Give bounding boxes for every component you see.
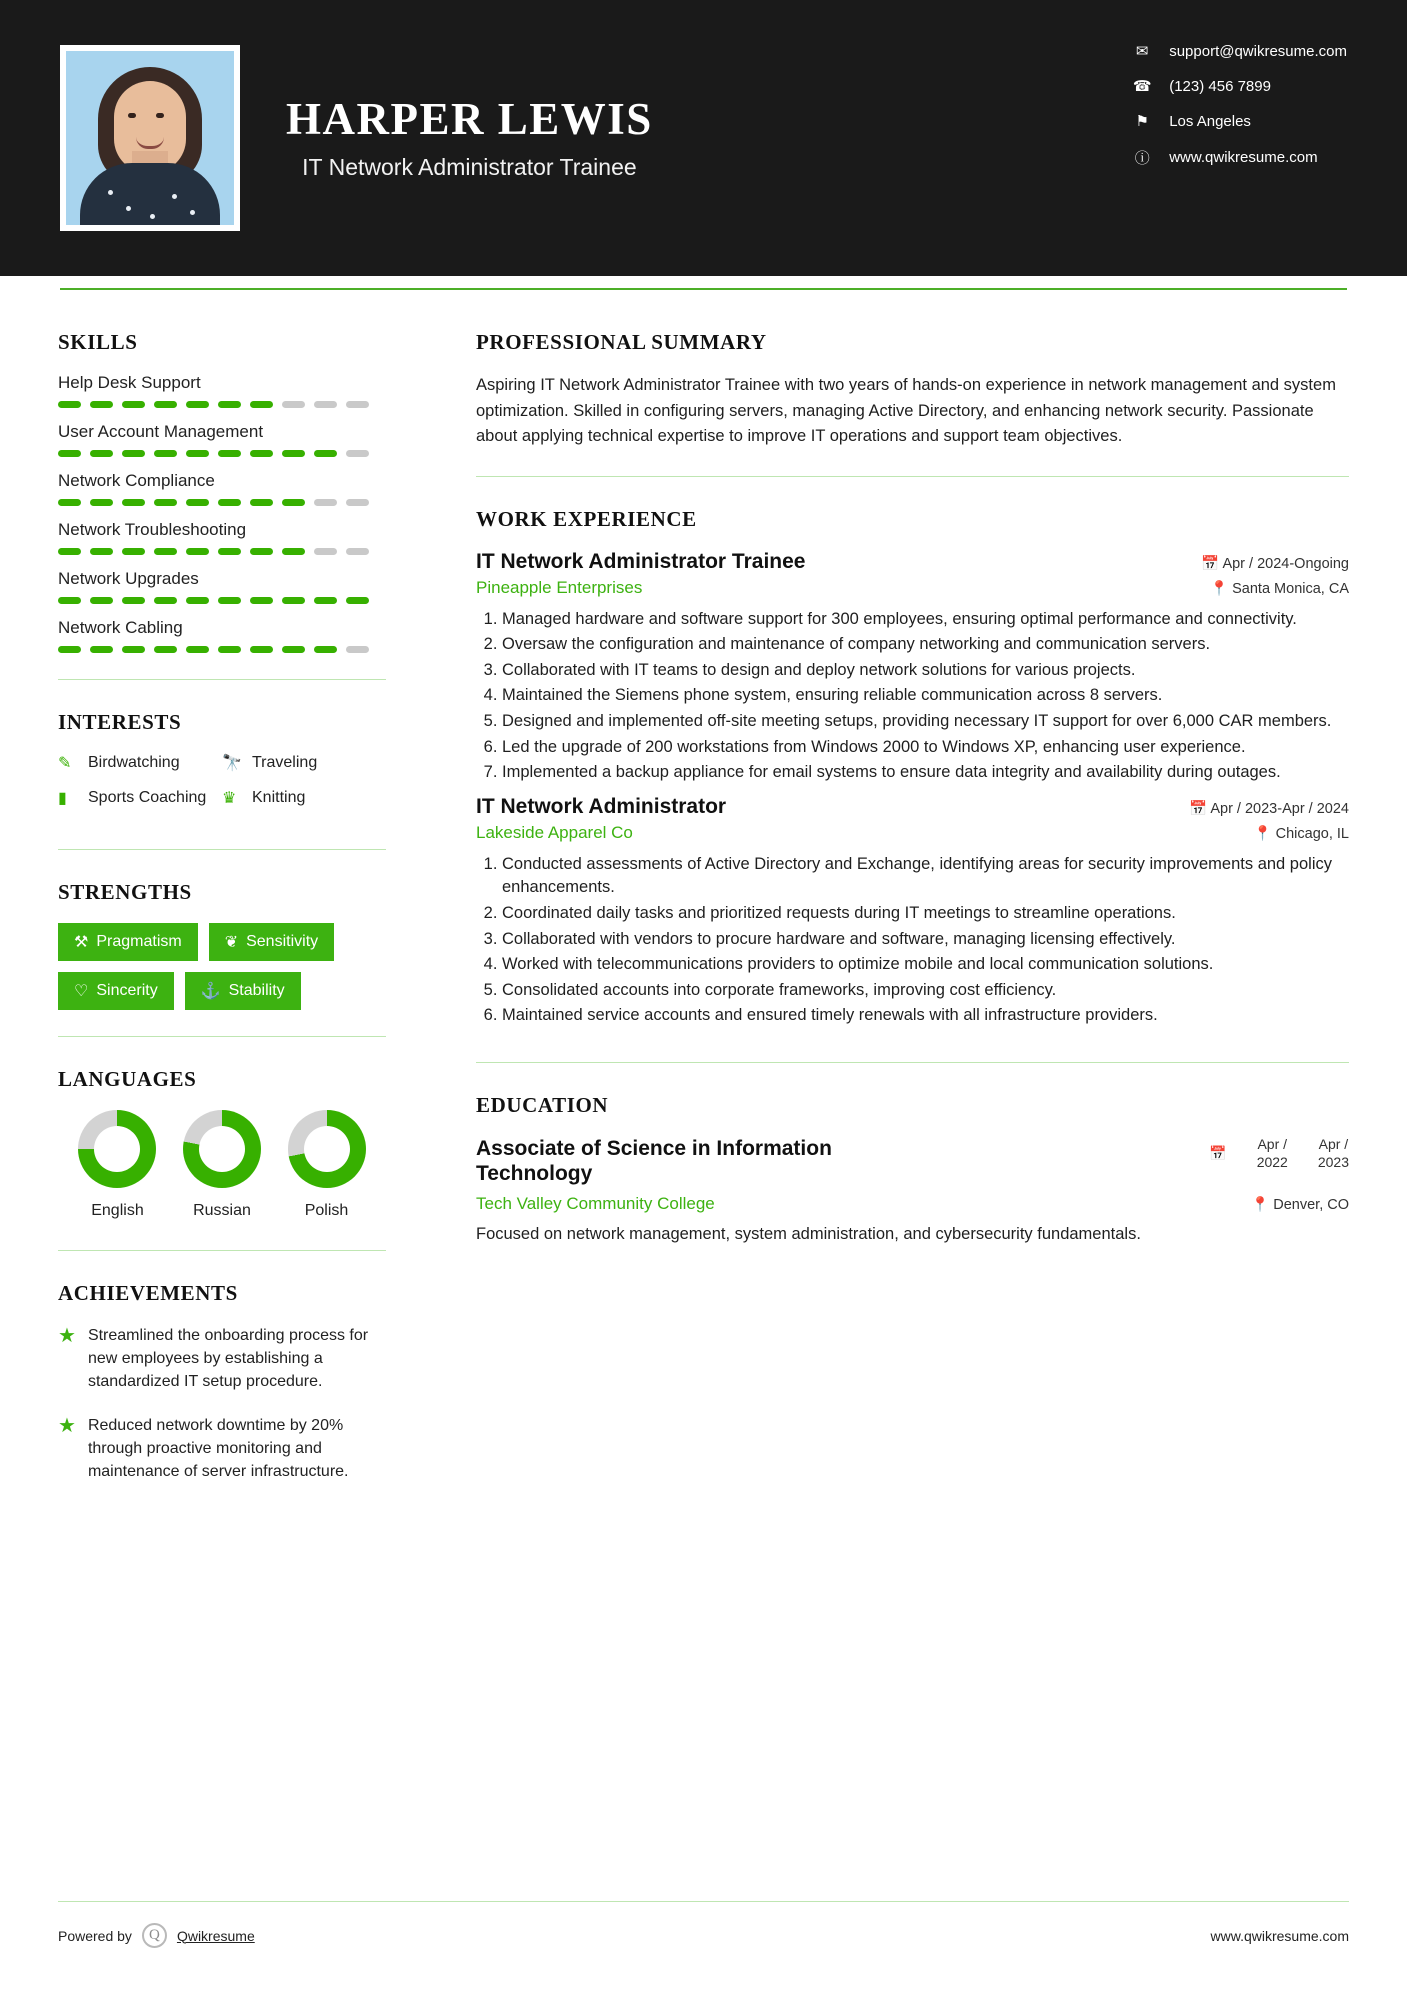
- hammer-icon: ⚒: [74, 934, 89, 951]
- job-location: [1210, 580, 1349, 597]
- job-bullet: 7. Implemented a backup appliance for email systems to ensure data integrity and availability during outages.: [502, 761, 1349, 785]
- skill-segment: [282, 597, 305, 604]
- interests-list: [58, 753, 386, 823]
- skill-segment: [346, 499, 369, 506]
- language-label: Russian: [193, 1202, 251, 1219]
- whistle-icon: ▮: [58, 790, 67, 807]
- name-block: [286, 95, 653, 182]
- contact-email[interactable]: [1131, 42, 1347, 60]
- skill-rating-bar: [58, 401, 386, 408]
- achievements-list: [58, 1324, 386, 1483]
- heart-icon: ♡: [74, 983, 89, 1000]
- job-entry: [476, 795, 1349, 1028]
- skill-segment: [314, 401, 337, 408]
- strengths-list: [58, 923, 386, 1010]
- job-location: [1254, 825, 1349, 842]
- job-bullet: 4. Worked with telecommunications providers to optimize mobile and local communication solutions.: [502, 953, 1349, 977]
- location-pin-icon: ⚑: [1135, 113, 1149, 130]
- languages-heading: LANGUAGES: [58, 1067, 197, 1091]
- education-description: Focused on network management, system administration, and cybersecurity fundamentals.: [476, 1225, 1141, 1244]
- skill-item: [58, 471, 386, 506]
- skill-segment: [90, 499, 113, 506]
- skill-segment: [58, 401, 81, 408]
- skill-segment: [58, 646, 81, 653]
- skill-segment: [58, 450, 81, 457]
- divider: [58, 849, 386, 850]
- skill-segment: [90, 401, 113, 408]
- skill-segment: [90, 646, 113, 653]
- skill-segment: [122, 499, 145, 506]
- language-label: Polish: [304, 1202, 349, 1219]
- skill-item: [58, 520, 386, 555]
- skill-segment: [314, 548, 337, 555]
- phone-icon: ☎: [1132, 78, 1152, 95]
- contact-list: [1131, 42, 1347, 185]
- skill-segment: [90, 450, 113, 457]
- achievement-text: Streamlined the onboarding process for new employees by establishing a standardized IT setup procedure.: [87, 1327, 369, 1391]
- language-progress-ring: [78, 1110, 156, 1188]
- skill-segment: [186, 548, 209, 555]
- skill-segment: [122, 548, 145, 555]
- achievement-item: [58, 1414, 386, 1484]
- skill-segment: [154, 499, 177, 506]
- skill-segment: [250, 401, 273, 408]
- achievements-heading: ACHIEVEMENTS: [58, 1281, 238, 1305]
- powered-by-label: Powered by: [58, 1927, 132, 1944]
- contact-website-value: www.qwikresume.com: [1169, 149, 1318, 166]
- skill-segment: [346, 646, 369, 653]
- skill-segment: [90, 548, 113, 555]
- resume-header: [0, 0, 1407, 276]
- skill-rating-bar: [58, 548, 386, 555]
- job-bullet: 5. Consolidated accounts into corporate frameworks, improving cost efficiency.: [502, 979, 1349, 1003]
- skill-rating-bar: [58, 646, 386, 653]
- skill-segment: [186, 646, 209, 653]
- header-job-title: IT Network Administrator Trainee: [302, 154, 637, 181]
- skill-segment: [346, 597, 369, 604]
- sidebar: [0, 290, 440, 1503]
- language-item: [171, 1110, 274, 1220]
- skill-segment: [122, 597, 145, 604]
- avatar: [60, 45, 240, 231]
- job-bullet: 5. Designed and implemented off-site meeting setups, providing necessary IT support for over 6,000 CAR members.: [502, 710, 1349, 734]
- skill-segment: [58, 597, 81, 604]
- interest-label: Knitting: [252, 789, 306, 806]
- location-pin-icon: 📍: [1251, 1197, 1270, 1214]
- skill-name: User Account Management: [58, 422, 264, 441]
- interest-item: [222, 788, 386, 808]
- contact-website[interactable]: [1131, 147, 1347, 168]
- skill-segment: [154, 450, 177, 457]
- job-bullet: 2. Coordinated daily tasks and prioritized requests during IT meetings to streamline operations.: [502, 902, 1349, 926]
- job-bullets: [476, 853, 1349, 1028]
- languages-list: [58, 1110, 386, 1220]
- strength-chip: [185, 972, 301, 1010]
- skill-segment: [314, 597, 337, 604]
- contact-phone[interactable]: [1131, 77, 1347, 95]
- strength-label: Stability: [228, 982, 285, 999]
- skill-segment: [58, 548, 81, 555]
- star-icon: ★: [58, 1414, 76, 1437]
- skill-name: Network Compliance: [58, 471, 215, 490]
- education-start-date: Apr / 2022: [1256, 1136, 1288, 1170]
- mail-icon: ✉: [1135, 43, 1149, 60]
- strength-label: Pragmatism: [96, 933, 182, 950]
- skill-segment: [346, 548, 369, 555]
- job-company: Pineapple Enterprises: [476, 577, 643, 597]
- job-role: IT Network Administrator Trainee: [476, 549, 806, 573]
- education-location: 📍 Denver, CO: [1251, 1197, 1349, 1214]
- skill-segment: [314, 499, 337, 506]
- trophy-icon: ♛: [222, 790, 237, 807]
- skill-item: [58, 422, 386, 457]
- skill-segment: [218, 597, 241, 604]
- job-dates: [1189, 800, 1349, 817]
- binoculars-icon: 🔭: [222, 755, 242, 772]
- skill-segment: [314, 646, 337, 653]
- strength-chip: [58, 972, 174, 1010]
- language-progress-ring: [288, 1110, 366, 1188]
- skill-segment: [250, 597, 273, 604]
- qwikresume-link[interactable]: Qwikresume: [176, 1927, 255, 1944]
- job-bullet: 2. Oversaw the configuration and maintenance of company networking and communication servers.: [502, 633, 1349, 657]
- footer-divider: [58, 1901, 1349, 1902]
- education-heading: EDUCATION: [476, 1093, 609, 1117]
- divider: [58, 1250, 386, 1251]
- job-bullet: 6. Led the upgrade of 200 workstations from Windows 2000 to Windows XP, enhancing user experience.: [502, 736, 1349, 760]
- language-item: [66, 1110, 169, 1220]
- interest-item: [58, 788, 222, 808]
- skill-rating-bar: [58, 597, 386, 604]
- skill-segment: [218, 499, 241, 506]
- skill-segment: [154, 548, 177, 555]
- qwikresume-logo-icon: Q: [142, 1923, 167, 1948]
- skill-segment: [186, 597, 209, 604]
- language-progress-ring: [183, 1110, 261, 1188]
- contact-location-value: Los Angeles: [1169, 112, 1251, 130]
- contact-phone-value: (123) 456 7899: [1169, 77, 1271, 95]
- footer: [0, 1923, 1407, 1948]
- skills-heading: SKILLS: [58, 330, 138, 354]
- skills-list: [58, 373, 386, 653]
- location-pin-icon: 📍: [1210, 580, 1229, 597]
- skill-name: Network Troubleshooting: [58, 520, 247, 539]
- experience-heading: WORK EXPERIENCE: [476, 506, 697, 531]
- skill-segment: [314, 450, 337, 457]
- job-dates: [1201, 555, 1349, 572]
- main-column: [440, 290, 1407, 1503]
- education-degree: Associate of Science in Information Technology: [476, 1137, 832, 1186]
- globe-icon: ⓘ: [1134, 150, 1150, 167]
- interest-item: [58, 753, 222, 773]
- anchor-icon: ⚓: [200, 983, 221, 1000]
- education-end-date: Apr / 2023: [1317, 1136, 1349, 1170]
- job-entry: [476, 550, 1349, 785]
- job-bullet: 4. Maintained the Siemens phone system, ensuring reliable communication across 8 servers.: [502, 684, 1349, 708]
- job-company: Lakeside Apparel Co: [476, 822, 633, 842]
- contact-email-value: support@qwikresume.com: [1169, 42, 1347, 60]
- calendar-icon: 📅: [1209, 1145, 1227, 1161]
- bird-icon: ✎: [58, 755, 72, 772]
- skill-item: [58, 569, 386, 604]
- contact-location: [1131, 112, 1347, 130]
- job-location-value: Santa Monica, CA: [1232, 580, 1349, 597]
- star-icon: ★: [58, 1325, 76, 1347]
- skill-name: Network Upgrades: [58, 569, 199, 588]
- summary-text: Aspiring IT Network Administrator Trainee with two years of hands-on experience in network management and system optimization. Skilled in configuring servers, managing Active Directory, and enhancing network security. Passionate about applying technical expertise to improve IT operations and support team objectives.: [476, 376, 1336, 446]
- divider: [476, 1062, 1349, 1063]
- leaf-icon: ❦: [224, 934, 239, 951]
- job-bullet: 3. Collaborated with vendors to procure hardware and software, managing licensing effectively.: [502, 928, 1349, 952]
- calendar-icon: 📅: [1201, 555, 1220, 572]
- skill-segment: [282, 499, 305, 506]
- interest-item: [222, 753, 386, 773]
- divider: [58, 679, 386, 680]
- skill-item: [58, 618, 386, 653]
- divider: [476, 476, 1349, 477]
- avatar-photo: [66, 51, 234, 225]
- skill-segment: [282, 646, 305, 653]
- strengths-heading: STRENGTHS: [58, 880, 192, 904]
- divider: [58, 1036, 386, 1037]
- skill-rating-bar: [58, 450, 386, 457]
- jobs-list: [476, 550, 1349, 1028]
- skill-segment: [282, 450, 305, 457]
- location-pin-icon: 📍: [1253, 825, 1272, 842]
- skill-segment: [218, 401, 241, 408]
- skill-segment: [122, 646, 145, 653]
- skill-segment: [186, 401, 209, 408]
- job-bullet: 1. Managed hardware and software support for 300 employees, ensuring optimal performance and connectivity.: [502, 608, 1349, 632]
- job-dates-value: Apr / 2024-Ongoing: [1222, 555, 1349, 572]
- language-item: [275, 1110, 378, 1220]
- skill-segment: [154, 597, 177, 604]
- achievement-text: Reduced network downtime by 20% through proactive monitoring and maintenance of server infrastructure.: [87, 1416, 349, 1480]
- job-bullets: [476, 608, 1349, 785]
- skill-segment: [282, 548, 305, 555]
- skill-segment: [218, 548, 241, 555]
- strength-chip: [58, 923, 198, 961]
- skill-segment: [346, 450, 369, 457]
- interest-label: Birdwatching: [88, 754, 180, 771]
- job-dates-value: Apr / 2023-Apr / 2024: [1210, 800, 1349, 817]
- skill-segment: [122, 450, 145, 457]
- skill-segment: [282, 401, 305, 408]
- skill-item: [58, 373, 386, 408]
- skill-name: Network Cabling: [58, 618, 183, 637]
- education-school: Tech Valley Community College: [476, 1194, 715, 1214]
- skill-segment: [154, 646, 177, 653]
- education-entry: [476, 1136, 1349, 1247]
- job-bullet: 1. Conducted assessments of Active Directory and Exchange, identifying areas for security improvements and policy enhancements.: [502, 853, 1349, 900]
- footer-brand[interactable]: [58, 1923, 255, 1948]
- skill-segment: [122, 401, 145, 408]
- achievement-item: [58, 1324, 386, 1394]
- strength-label: Sincerity: [96, 982, 158, 999]
- interests-heading: INTERESTS: [58, 710, 182, 734]
- skill-segment: [58, 499, 81, 506]
- strength-label: Sensitivity: [246, 933, 319, 950]
- language-label: English: [91, 1202, 144, 1219]
- strength-chip: [209, 923, 334, 961]
- skill-segment: [218, 646, 241, 653]
- footer-site[interactable]: www.qwikresume.com: [1210, 1927, 1349, 1944]
- calendar-icon: 📅: [1189, 800, 1208, 817]
- summary-heading: PROFESSIONAL SUMMARY: [476, 330, 767, 354]
- education-dates: [1209, 1136, 1349, 1171]
- job-role: IT Network Administrator: [476, 794, 727, 818]
- skill-segment: [154, 401, 177, 408]
- skill-segment: [250, 450, 273, 457]
- skill-rating-bar: [58, 499, 386, 506]
- skill-segment: [90, 597, 113, 604]
- skill-segment: [218, 450, 241, 457]
- skill-segment: [250, 499, 273, 506]
- page-title: HARPER LEWIS: [286, 93, 653, 144]
- job-bullet: 3. Collaborated with IT teams to design and deploy network solutions for various projects.: [502, 659, 1349, 683]
- skill-segment: [186, 499, 209, 506]
- skill-segment: [250, 646, 273, 653]
- skill-segment: [250, 548, 273, 555]
- skill-segment: [186, 450, 209, 457]
- interest-label: Sports Coaching: [88, 789, 207, 806]
- job-location-value: Chicago, IL: [1275, 825, 1349, 842]
- skill-name: Help Desk Support: [58, 373, 201, 392]
- interest-label: Traveling: [252, 754, 318, 771]
- skill-segment: [346, 401, 369, 408]
- job-bullet: 6. Maintained service accounts and ensured timely renewals with all infrastructure providers.: [502, 1004, 1349, 1028]
